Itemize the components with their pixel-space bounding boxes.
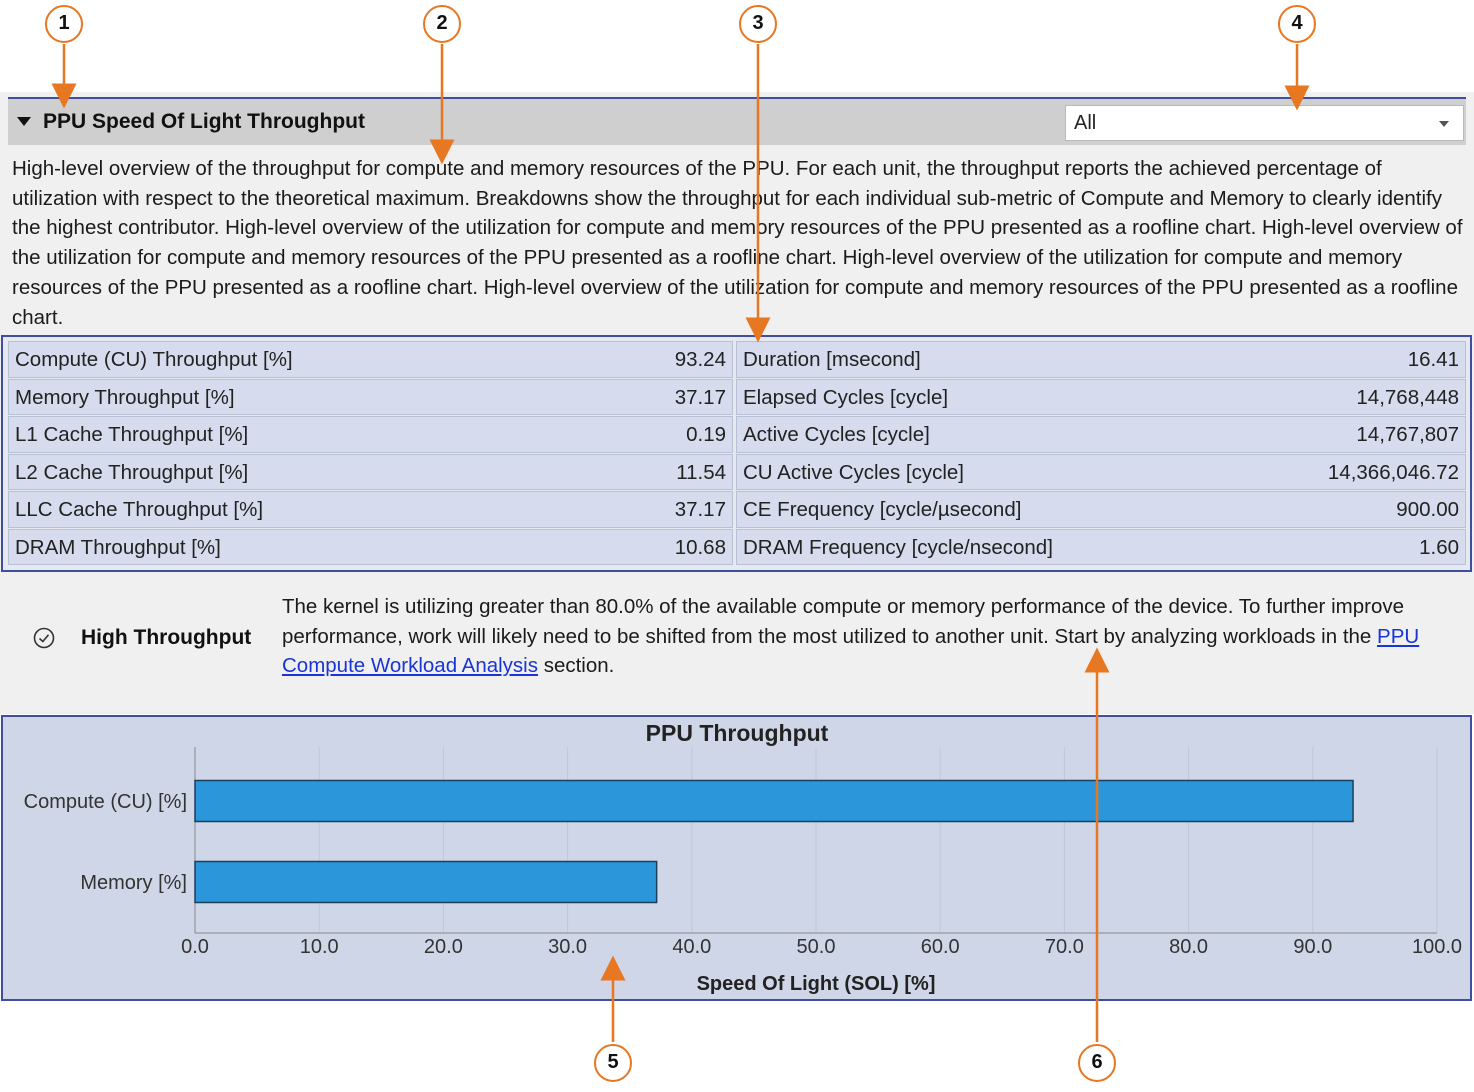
metric-value: 11.54 <box>676 460 726 484</box>
x-tick-label: 70.0 <box>1044 936 1084 958</box>
metric-value: 37.17 <box>674 385 726 409</box>
metric-value: 1.60 <box>1419 535 1459 559</box>
metric-value: 14,768,448 <box>1356 385 1459 409</box>
x-tick-label: 100.0 <box>1411 936 1463 958</box>
rule-result <box>0 580 1474 710</box>
metric-row <box>736 529 1466 566</box>
dropdown-selected-value: All <box>1074 112 1097 134</box>
throughput-chart <box>1 715 1472 1001</box>
rule-description <box>282 592 1432 681</box>
x-tick-label: 30.0 <box>548 936 588 958</box>
callout-marker-4: 4 <box>1278 5 1316 43</box>
section-description: High-level overview of the throughput for compute and memory resources of the PPU. For each unit, the throughput reports the achieved percentage of utilization with respect to the theoretical maximum. Breakdowns show the throughput for each individual sub-metric of Compute and Memory to clearly identify the highest contributor. High-level overview of the utilization for compute and memory resources of the PPU presented as a roofline chart. High-level overview of the utilization for compute and memory resources of the PPU presented as a roofline chart. High-level overview of the utilization for compute and memory resources of the PPU presented as a roofline chart. High-level overview of the utilization for compute and memory resources of the PPU presented as a roofline chart. <box>12 157 1463 329</box>
rule-text-after: section. <box>538 654 615 678</box>
metric-value: 900.00 <box>1396 498 1459 521</box>
x-tick-label: 60.0 <box>920 936 960 958</box>
bar <box>195 781 1353 822</box>
metrics-table <box>1 335 1472 572</box>
metric-label: Duration [msecond] <box>743 348 921 371</box>
callout-marker-1: 1 <box>45 5 83 43</box>
y-category-label: Compute (CU) [%] <box>23 791 187 813</box>
metric-label: DRAM Frequency [cycle/nsecond] <box>743 535 1053 559</box>
metric-value: 14,767,807 <box>1356 423 1459 446</box>
metric-label: Compute (CU) Throughput [%] <box>15 348 293 371</box>
metric-row <box>8 491 733 528</box>
y-category-label: Memory [%] <box>80 872 187 894</box>
rule-link[interactable]: PPU Compute Workload Analysis <box>282 624 1420 678</box>
metric-row <box>736 454 1466 491</box>
metric-row <box>8 454 733 491</box>
callout-marker-6: 6 <box>1078 1044 1116 1082</box>
metric-label: L2 Cache Throughput [%] <box>15 460 249 484</box>
x-tick-label: 80.0 <box>1169 936 1209 958</box>
x-tick-label: 40.0 <box>672 936 712 958</box>
callout-marker-2: 2 <box>423 5 461 43</box>
x-axis-label: Speed Of Light (SOL) [%] <box>696 973 936 995</box>
section-header[interactable] <box>8 97 1466 145</box>
metric-label: CU Active Cycles [cycle] <box>743 460 964 484</box>
chart-title: PPU Throughput <box>645 720 829 746</box>
x-tick-label: 50.0 <box>796 936 836 958</box>
metric-label: Active Cycles [cycle] <box>743 423 930 446</box>
metric-row <box>8 379 733 416</box>
metric-value: 16.41 <box>1407 348 1459 371</box>
metric-value: 14,366,046.72 <box>1327 460 1459 484</box>
metrics-column-right <box>736 341 1466 567</box>
metric-row <box>736 379 1466 416</box>
metric-label: LLC Cache Throughput [%] <box>15 498 264 521</box>
x-tick-label: 0.0 <box>181 936 209 958</box>
metric-row <box>8 416 733 453</box>
chart-canvas <box>3 717 1470 999</box>
metric-value: 37.17 <box>674 498 726 521</box>
metric-row <box>736 341 1466 378</box>
metric-label: L1 Cache Throughput [%] <box>15 423 249 446</box>
metric-row <box>736 491 1466 528</box>
metric-value: 0.19 <box>686 423 726 446</box>
metric-label: Memory Throughput [%] <box>15 385 235 409</box>
metric-row <box>8 529 733 566</box>
x-tick-label: 20.0 <box>423 936 463 958</box>
metric-value: 93.24 <box>674 348 726 371</box>
callout-marker-5: 5 <box>594 1044 632 1082</box>
metric-row <box>8 341 733 378</box>
metric-value: 10.68 <box>674 535 726 559</box>
callout-marker-3: 3 <box>739 5 777 43</box>
rule-name: High Throughput <box>81 626 252 649</box>
chevron-down-icon <box>1439 121 1449 127</box>
metrics-column-left <box>8 341 733 567</box>
bar <box>195 862 657 903</box>
metric-label: DRAM Throughput [%] <box>15 535 221 559</box>
metric-label: Elapsed Cycles [cycle] <box>743 385 949 409</box>
section-title: PPU Speed Of Light Throughput <box>43 110 365 133</box>
metric-row <box>736 416 1466 453</box>
rule-text-before: The kernel is utilizing greater than 80.0% of the available compute or memory performance of the device. To further improve performance, work will likely need to be shifted from the most utilized to another unit. Start by analyzing workloads in the <box>282 595 1404 648</box>
collapse-triangle-icon[interactable] <box>17 117 31 126</box>
x-tick-label: 90.0 <box>1293 936 1333 958</box>
section-body-dropdown[interactable] <box>1065 105 1464 141</box>
metric-label: CE Frequency [cycle/µsecond] <box>743 498 1022 521</box>
x-tick-label: 10.0 <box>299 936 339 958</box>
check-circle-icon <box>33 627 55 649</box>
